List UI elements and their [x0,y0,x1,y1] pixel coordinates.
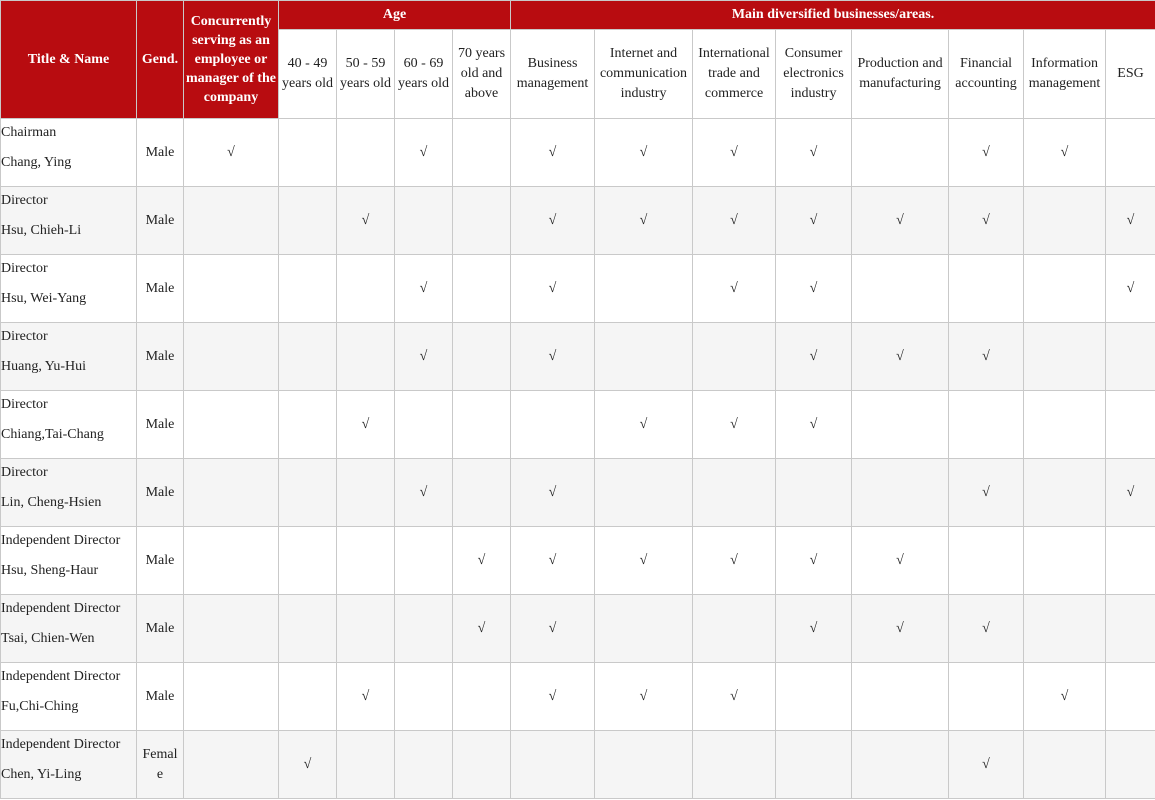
director-title: Chairman [1,125,57,140]
check-mark-cell: √ [337,663,395,731]
check-mark-cell: √ [595,391,693,459]
check-mark-cell: √ [693,255,776,323]
empty-cell [453,119,511,187]
empty-cell [1106,595,1155,663]
empty-cell [337,323,395,391]
director-name: Chang, Ying [1,155,72,170]
empty-cell [693,595,776,663]
director-title: Director [1,465,48,480]
check-mark-cell: √ [776,119,852,187]
gender-header: Gend. [137,1,184,119]
check-mark-cell: √ [693,527,776,595]
check-mark-cell: √ [852,323,949,391]
empty-cell [453,187,511,255]
empty-cell [337,731,395,799]
concurrent-header: Concurrently serving as an employee or manager of the company [184,1,279,119]
empty-cell [453,663,511,731]
empty-cell [184,187,279,255]
check-mark-cell: √ [776,527,852,595]
empty-cell [279,527,337,595]
business-column-header: Production and manufacturing [852,30,949,119]
check-mark-cell: √ [949,595,1024,663]
business-column-header: Internet and communication industry [595,30,693,119]
check-mark-cell: √ [511,663,595,731]
empty-cell [337,527,395,595]
check-mark-cell: √ [1106,187,1155,255]
business-column-header: ESG [1106,30,1155,119]
director-name: Tsai, Chien-Wen [1,631,95,646]
business-column-header: Financial accounting [949,30,1024,119]
check-mark-cell: √ [395,255,453,323]
check-mark-cell: √ [1106,255,1155,323]
empty-cell [337,459,395,527]
empty-cell [693,323,776,391]
empty-cell [337,255,395,323]
check-mark-cell: √ [511,595,595,663]
empty-cell [395,731,453,799]
empty-cell [184,663,279,731]
empty-cell [949,663,1024,731]
director-title: Director [1,261,48,276]
check-mark-cell: √ [776,255,852,323]
director-name: Hsu, Wei-Yang [1,291,87,306]
empty-cell [279,187,337,255]
empty-cell [511,391,595,459]
empty-cell [1106,391,1155,459]
title-name-cell [1,119,137,187]
empty-cell [852,731,949,799]
title-name-header: Title & Name [1,1,137,119]
check-mark-cell: √ [595,187,693,255]
check-mark-cell: √ [693,187,776,255]
board-body [1,119,1155,799]
director-title: Independent Director [1,737,121,752]
check-mark-cell: √ [595,119,693,187]
title-name-cell [1,527,137,595]
check-mark-cell: √ [949,459,1024,527]
business-group-header: Main diversified businesses/areas. [511,1,1155,30]
check-mark-cell: √ [279,731,337,799]
check-mark-cell: √ [776,595,852,663]
empty-cell [1024,731,1106,799]
director-title: Director [1,397,48,412]
age-column-header: 40 - 49 years old [279,30,337,119]
director-row [1,255,1155,323]
empty-cell [279,459,337,527]
empty-cell [184,731,279,799]
director-row [1,119,1155,187]
director-row [1,595,1155,663]
business-column-header: Business management [511,30,595,119]
check-mark-cell: √ [337,187,395,255]
empty-cell [1024,595,1106,663]
director-row [1,459,1155,527]
check-mark-cell: √ [511,459,595,527]
empty-cell [776,731,852,799]
check-mark-cell: √ [693,663,776,731]
empty-cell [1106,119,1155,187]
director-name: Hsu, Chieh-Li [1,223,82,238]
empty-cell [1024,187,1106,255]
director-name: Chen, Yi-Ling [1,767,82,782]
empty-cell [595,731,693,799]
empty-cell [1024,391,1106,459]
gender-cell: Male [137,119,184,187]
empty-cell [1106,663,1155,731]
gender-cell: Male [137,663,184,731]
empty-cell [395,187,453,255]
director-name: Chiang,Tai-Chang [1,427,104,442]
empty-cell [1106,527,1155,595]
check-mark-cell: √ [184,119,279,187]
age-column-header: 70 years old and above [453,30,511,119]
business-column-header: Consumer electronics industry [776,30,852,119]
director-name: Fu,Chi-Ching [1,699,79,714]
empty-cell [1106,323,1155,391]
empty-cell [1024,255,1106,323]
empty-cell [852,459,949,527]
empty-cell [949,527,1024,595]
gender-cell: Male [137,255,184,323]
check-mark-cell: √ [949,323,1024,391]
director-title: Independent Director [1,533,121,548]
director-title: Director [1,193,48,208]
empty-cell [511,731,595,799]
title-name-cell [1,663,137,731]
empty-cell [184,323,279,391]
empty-cell [337,595,395,663]
gender-cell: Male [137,527,184,595]
check-mark-cell: √ [511,187,595,255]
empty-cell [395,527,453,595]
gender-cell: Male [137,459,184,527]
age-column-header: 50 - 59 years old [337,30,395,119]
empty-cell [693,731,776,799]
check-mark-cell: √ [511,527,595,595]
empty-cell [852,119,949,187]
title-name-cell [1,391,137,459]
director-title: Director [1,329,48,344]
empty-cell [852,391,949,459]
header-row-top [1,1,1155,30]
empty-cell [184,595,279,663]
empty-cell [1024,527,1106,595]
director-row [1,187,1155,255]
empty-cell [453,255,511,323]
director-title: Independent Director [1,669,121,684]
empty-cell [776,663,852,731]
check-mark-cell: √ [693,391,776,459]
check-mark-cell: √ [1106,459,1155,527]
title-name-cell [1,255,137,323]
empty-cell [1024,323,1106,391]
empty-cell [852,663,949,731]
business-column-header: Information management [1024,30,1106,119]
empty-cell [453,323,511,391]
empty-cell [184,527,279,595]
title-name-cell [1,459,137,527]
empty-cell [279,119,337,187]
check-mark-cell: √ [949,731,1024,799]
director-row [1,663,1155,731]
director-name: Hsu, Sheng-Haur [1,563,99,578]
empty-cell [949,255,1024,323]
check-mark-cell: √ [453,595,511,663]
title-name-cell [1,323,137,391]
empty-cell [279,391,337,459]
check-mark-cell: √ [595,527,693,595]
director-row [1,731,1155,799]
check-mark-cell: √ [511,119,595,187]
empty-cell [595,459,693,527]
empty-cell [453,731,511,799]
director-title: Independent Director [1,601,121,616]
empty-cell [693,459,776,527]
empty-cell [595,595,693,663]
check-mark-cell: √ [395,119,453,187]
title-name-cell [1,187,137,255]
check-mark-cell: √ [949,119,1024,187]
check-mark-cell: √ [776,323,852,391]
check-mark-cell: √ [776,187,852,255]
empty-cell [453,391,511,459]
empty-cell [595,323,693,391]
check-mark-cell: √ [511,323,595,391]
check-mark-cell: √ [395,459,453,527]
director-row [1,527,1155,595]
empty-cell [279,323,337,391]
empty-cell [279,255,337,323]
check-mark-cell: √ [852,527,949,595]
age-group-header: Age [279,1,511,30]
empty-cell [1024,459,1106,527]
check-mark-cell: √ [595,663,693,731]
title-name-cell [1,595,137,663]
gender-cell: Male [137,323,184,391]
gender-cell: Male [137,391,184,459]
empty-cell [595,255,693,323]
check-mark-cell: √ [949,187,1024,255]
empty-cell [776,459,852,527]
empty-cell [184,391,279,459]
director-row [1,323,1155,391]
empty-cell [395,595,453,663]
business-column-header: International trade and commerce [693,30,776,119]
empty-cell [184,255,279,323]
gender-cell: Female [137,731,184,799]
empty-cell [852,255,949,323]
director-name: Huang, Yu-Hui [1,359,87,374]
check-mark-cell: √ [776,391,852,459]
empty-cell [1106,731,1155,799]
empty-cell [453,459,511,527]
empty-cell [279,595,337,663]
check-mark-cell: √ [852,187,949,255]
director-row [1,391,1155,459]
gender-cell: Male [137,187,184,255]
empty-cell [279,663,337,731]
check-mark-cell: √ [693,119,776,187]
gender-cell: Male [137,595,184,663]
empty-cell [949,391,1024,459]
check-mark-cell: √ [453,527,511,595]
check-mark-cell: √ [511,255,595,323]
check-mark-cell: √ [1024,119,1106,187]
title-name-cell [1,731,137,799]
empty-cell [337,119,395,187]
empty-cell [395,391,453,459]
director-name: Lin, Cheng-Hsien [1,495,102,510]
age-column-header: 60 - 69 years old [395,30,453,119]
empty-cell [184,459,279,527]
check-mark-cell: √ [395,323,453,391]
check-mark-cell: √ [852,595,949,663]
check-mark-cell: √ [1024,663,1106,731]
check-mark-cell: √ [337,391,395,459]
empty-cell [395,663,453,731]
